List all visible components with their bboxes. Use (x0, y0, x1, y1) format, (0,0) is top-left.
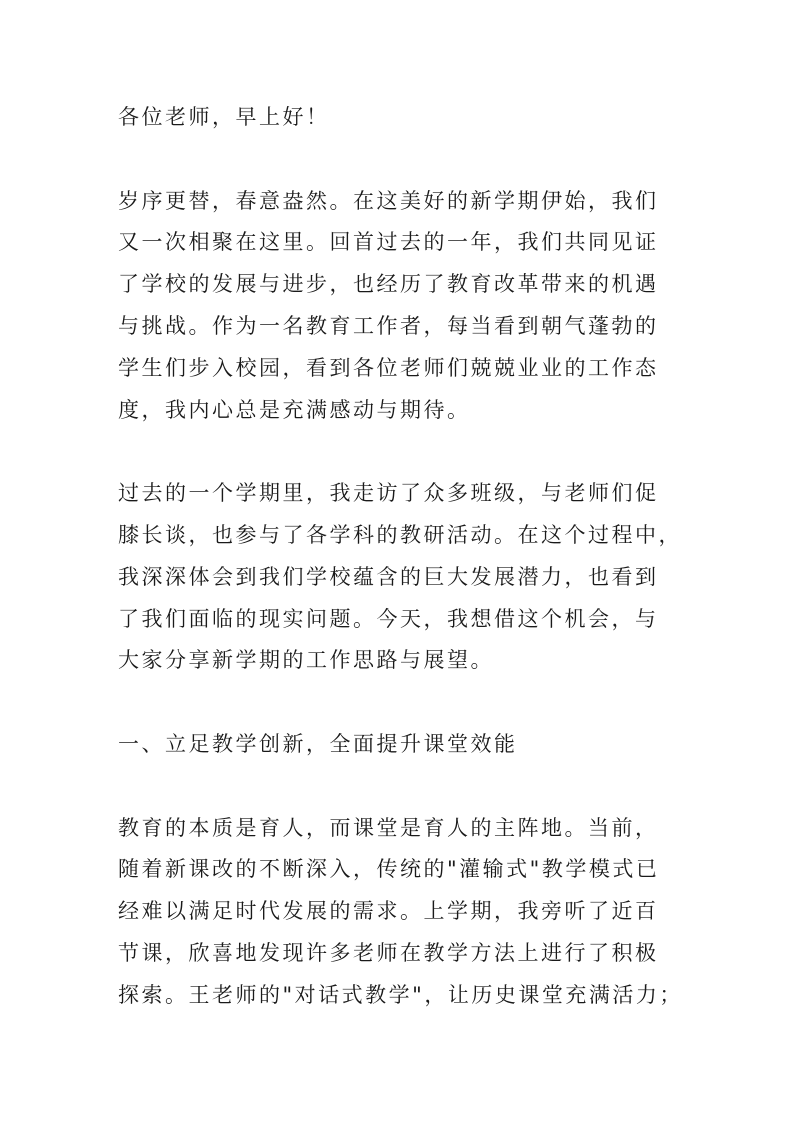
blank-line (118, 431, 698, 473)
text-line: 大家分享新学期的工作思路与展望。 (118, 648, 494, 673)
paragraph-1 (118, 181, 698, 432)
blank-line (118, 766, 698, 808)
text-line: 了学校的发展与进步，也经历了教育改革带来的机遇 (118, 272, 659, 297)
text-line: 了我们面临的现实问题。今天，我想借这个机会，与 (118, 606, 659, 631)
section-heading: 一、立足教学创新，全面提升课堂效能 (118, 731, 518, 756)
greeting: 各位老师，早上好！ (118, 105, 330, 129)
text-line: 学生们步入校园，看到各位老师们兢兢业业的工作态 (118, 355, 659, 380)
text-line: 我深深体会到我们学校蕴含的巨大发展潜力，也看到 (118, 564, 659, 589)
document-page (118, 97, 698, 1017)
text-line: 教育的本质是育人，而课堂是育人的主阵地。当前， (118, 815, 659, 840)
text-line: 膝长谈，也参与了各学科的教研活动。在这个过程中， (118, 522, 682, 547)
text-line: 随着新课改的不断深入，传统的"灌输式"教学模式已 (118, 857, 660, 882)
text-line: 探索。王老师的"对话式教学"，让历史课堂充满活力； (118, 982, 683, 1007)
text-line: 过去的一个学期里，我走访了众多班级，与老师们促 (118, 481, 659, 506)
text-line: 节课，欣喜地发现许多老师在教学方法上进行了积极 (118, 940, 659, 965)
text-line: 与挑战。作为一名教育工作者，每当看到朝气蓬勃的 (118, 313, 659, 338)
text-line: 又一次相聚在这里。回首过去的一年，我们共同见证 (118, 230, 659, 255)
text-line: 岁序更替，春意盎然。在这美好的新学期伊始，我们 (118, 188, 659, 213)
text-line: 经难以满足时代发展的需求。上学期，我旁听了近百 (118, 899, 659, 924)
blank-line (118, 139, 698, 181)
section-paragraph (118, 808, 698, 1017)
text-line: 度，我内心总是充满感动与期待。 (118, 397, 471, 422)
blank-line (118, 682, 698, 724)
paragraph-2 (118, 473, 698, 682)
